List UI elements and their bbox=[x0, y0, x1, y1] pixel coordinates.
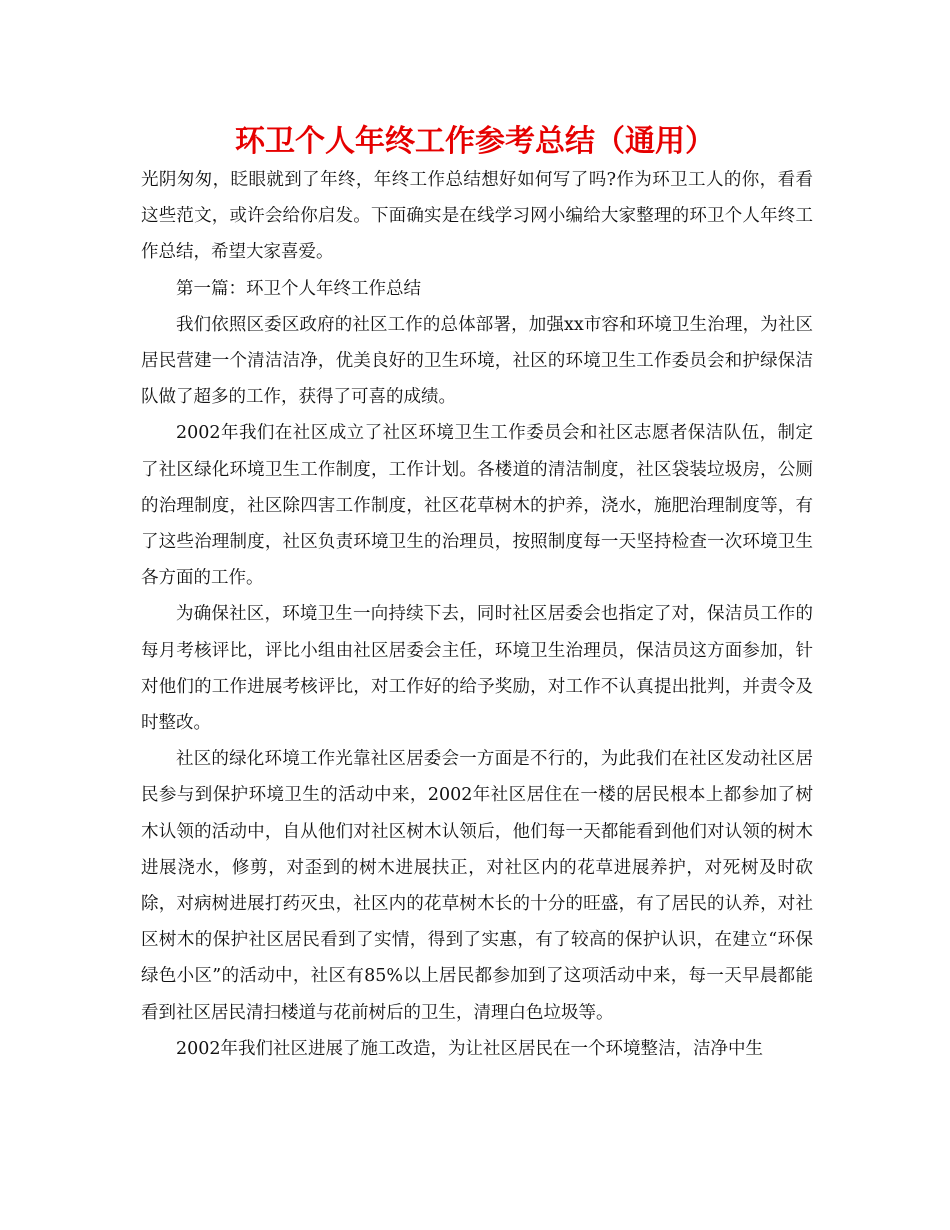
section-heading: 第一篇：环卫个人年终工作总结 bbox=[176, 278, 421, 299]
document-body bbox=[141, 162, 813, 1067]
body-paragraph: 我们依照区委区政府的社区工作的总体部署，加强xx市容和环境卫生治理，为社区居民营建一个清洁洁净，优美良好的卫生环境，社区的环境卫生工作委员会和护绿保洁队做了超多的工作，获得了可喜的成绩。 bbox=[141, 314, 813, 408]
body-paragraph: 为确保社区，环境卫生一向持续下去，同时社区居委会也指定了对，保洁员工作的每月考核评比，评比小组由社区居委会主任，环境卫生治理员，保洁员这方面参加，针对他们的工作进展考核评比，对工作好的给予奖励，对工作不认真提出批判，并责令及时整改。 bbox=[141, 604, 813, 734]
body-paragraph: 2002年我们在社区成立了社区环境卫生工作委员会和社区志愿者保洁队伍，制定了社区绿化环境卫生工作制度，工作计划。各楼道的清洁制度，社区袋装垃圾房，公厕的治理制度，社区除四害工作制度，社区花草树木的护养，浇水，施肥治理制度等，有了这些治理制度，社区负责环境卫生的治理员，按照制度每一天坚持检查一次环境卫生各方面的工作。 bbox=[141, 423, 813, 589]
intro-paragraph: 光阴匆匆，眨眼就到了年终，年终工作总结想好如何写了吗?作为环卫工人的你，看看这些范文，或许会给你启发。下面确实是在线学习网小编给大家整理的环卫个人年终工作总结，希望大家喜爱。 bbox=[141, 170, 813, 263]
body-paragraph: 社区的绿化环境工作光靠社区居委会一方面是不行的，为此我们在社区发动社区居民参与到保护环境卫生的活动中来，2002年社区居住在一楼的居民根本上都参加了树木认领的活动中，自从他们对社区树木认领后，他们每一天都能看到他们对认领的树木进展浇水，修剪，对歪到的树木进展扶正，对社区内的花草进展养护，对死树及时砍除，对病树进展打药灭虫，社区内的花草树木长的十分的旺盛，有了居民的认养，对社区树木的保护社区居民看到了实情，得到了实惠，有了较高的保护认识，在建立“环保绿色小区”的活动中，社区有85%以上居民都参加到了这项活动中来，每一天早晨都能看到社区居民清扫楼道与花前树后的卫生，清理白色垃圾等。 bbox=[141, 749, 813, 1023]
document-title: 环卫个人年终工作参考总结（通用） bbox=[235, 124, 715, 159]
body-paragraph: 2002年我们社区进展了施工改造，为让社区居民在一个环境整洁，洁净中生 bbox=[176, 1038, 764, 1059]
